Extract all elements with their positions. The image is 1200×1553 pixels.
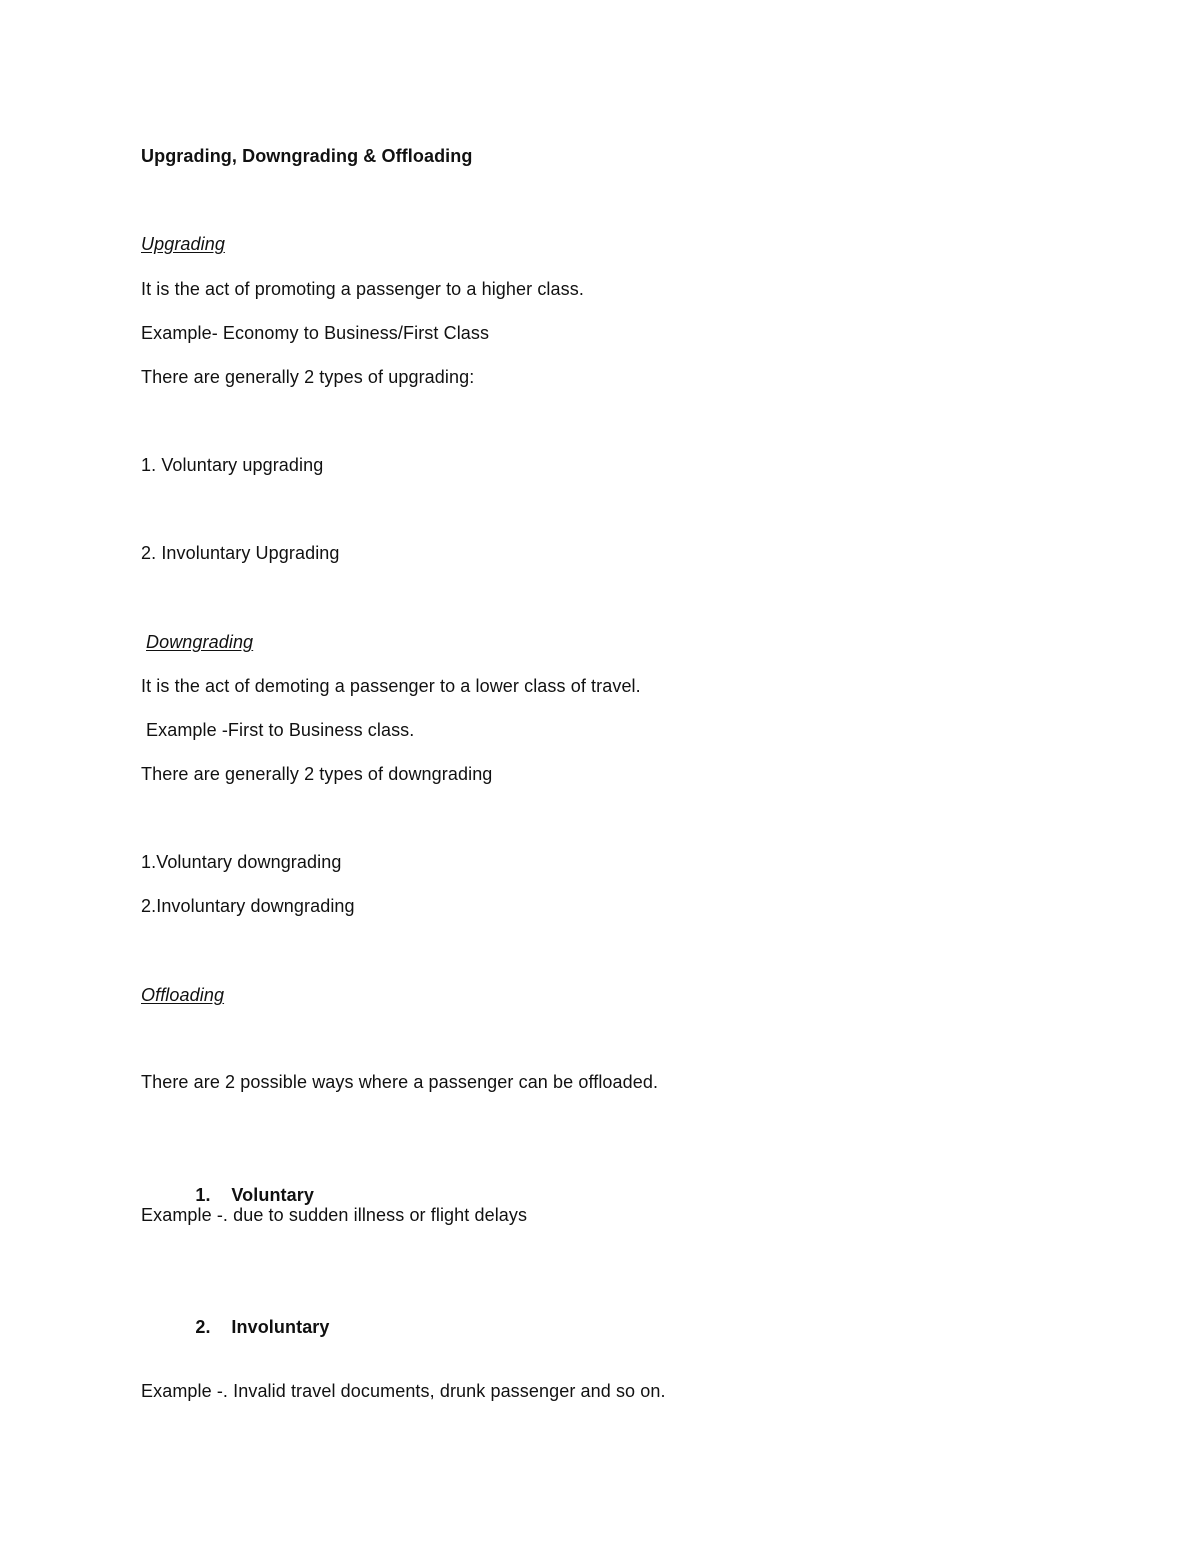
offloading-item-2-example: Example -. Invalid travel documents, drunk passenger and so on. xyxy=(141,1381,666,1401)
upgrading-type-1: 1. Voluntary upgrading xyxy=(141,455,324,475)
offloading-item-2-number: 2. xyxy=(195,1317,211,1337)
downgrading-types-intro: There are generally 2 types of downgrading xyxy=(141,764,493,784)
downgrading-type-1: 1.Voluntary downgrading xyxy=(141,852,342,872)
offloading-heading: Offloading xyxy=(141,985,225,1005)
upgrading-heading: Upgrading xyxy=(141,234,225,254)
downgrading-definition: It is the act of demoting a passenger to a lower class of travel. xyxy=(141,676,641,696)
offloading-item-1-number: 1. xyxy=(195,1185,211,1205)
upgrading-types-intro: There are generally 2 types of upgrading: xyxy=(141,367,475,387)
upgrading-type-2: 2. Involuntary Upgrading xyxy=(141,543,340,563)
downgrading-example: Example -First to Business class. xyxy=(146,720,415,740)
offloading-item-2 xyxy=(175,1291,330,1363)
offloading-item-2-label: Involuntary xyxy=(231,1317,330,1337)
offloading-item-1-example: Example -. due to sudden illness or flight delays xyxy=(141,1205,528,1225)
downgrading-heading: Downgrading xyxy=(146,632,254,652)
offloading-intro: There are 2 possible ways where a passenger can be offloaded. xyxy=(141,1072,659,1092)
upgrading-example: Example- Economy to Business/First Class xyxy=(141,323,490,343)
offloading-item-1-label: Voluntary xyxy=(231,1185,314,1205)
upgrading-definition: It is the act of promoting a passenger to a higher class. xyxy=(141,279,584,299)
downgrading-type-2: 2.Involuntary downgrading xyxy=(141,896,355,916)
document-title: Upgrading, Downgrading & Offloading xyxy=(141,146,473,166)
